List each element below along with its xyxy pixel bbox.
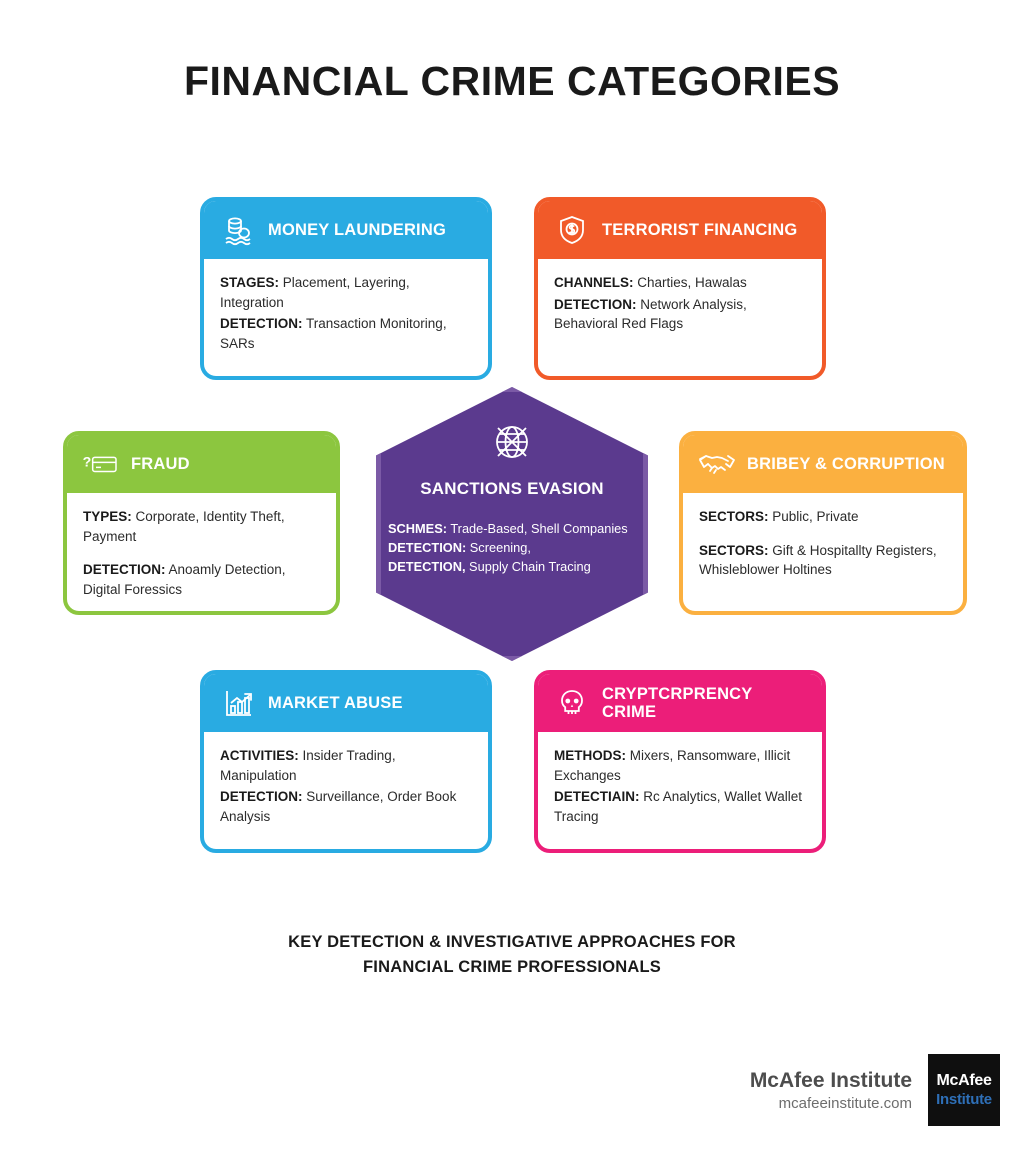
line-text: Mixers, Ransomware, Illicit Exchanges [554,748,791,783]
line-text: Surveillance, Order Book Analysis [220,789,457,824]
card-body-crypto [538,732,822,838]
card-line [699,507,947,527]
card-line [554,746,806,785]
line-label: SECTORS: [699,542,769,558]
line-label: TYPES: [83,509,132,524]
card-body-market-abuse [204,732,488,838]
card-heading: MARKET ABUSE [268,693,403,712]
line-text: Transaction Monitoring, SARs [220,316,447,351]
line-text: Corporate, Identity Theft, Payment [83,509,285,544]
card-body-bribery [683,493,963,592]
line-text: Placement, Layering, Integration [220,275,410,310]
card-line [388,557,636,576]
skull-icon [552,683,592,723]
card-money-laundering[interactable] [200,197,492,380]
line-text: Charties, Hawalas [633,275,747,290]
card-heading: BRIBEY & CORRUPTION [747,454,945,473]
card-line [554,787,806,826]
card-header-money-laundering [204,201,488,259]
card-cryptocurrency-crime[interactable] [534,670,826,853]
card-heading: TERRORIST FINANCING [602,220,798,239]
line-label: DETECTION, [388,559,466,575]
card-body-sanctions [376,519,648,577]
brand-name: McAfee Institute [749,1068,912,1092]
line-text: Rc Analytics, Wallet Wallet Tracing [554,789,803,824]
line-label: DETECTIAIN: [554,789,640,805]
line-label: DETECTION: [83,562,166,578]
card-bribery-corruption[interactable] [679,431,967,615]
svg-text:?: ? [82,454,92,471]
handshake-icon [697,444,737,484]
card-body-money-laundering [204,259,488,365]
brand-block [750,1054,1000,1126]
card-header-fraud [67,435,336,493]
line-text: Screening, [466,540,531,556]
card-line [83,507,320,546]
card-fraud[interactable] [63,431,340,615]
line-text: Anoamly Detection, Digital Foressics [83,562,286,597]
card-line [554,295,806,334]
card-terrorist-financing[interactable] [534,197,826,380]
card-heading: SANCTIONS EVASION [420,479,604,498]
card-header-bribery [683,435,963,493]
shield-dollar-icon [552,210,592,250]
line-label: SCHMES: [388,521,448,536]
line-text: Network Analysis, Behavioral Red Flags [554,296,747,332]
line-text: Insider Trading, Manipulation [220,748,396,783]
line-label: DETECTION: [220,789,303,805]
line-text: Public, Private [768,509,859,524]
line-label: DETECTION: [554,296,637,312]
card-line [699,541,947,580]
card-line [554,273,806,293]
card-line [388,538,636,557]
card-header-terrorist-financing [538,201,822,259]
line-text: Gift & Hospitallty Registers, Whisleblower Holtines [699,542,937,578]
line-text: Supply Chain Tracing [465,559,591,575]
card-header-crypto [538,674,822,732]
card-line [83,560,320,599]
line-label: DETECTION: [388,540,467,556]
card-header-market-abuse [204,674,488,732]
coins-stack-icon [218,210,258,250]
brand-url[interactable]: mcafeeinstitute.com [778,1095,912,1113]
brand-logo-line-2: Institute [936,1091,992,1108]
page-title: FINANCIAL CRIME CATEGORIES [183,58,841,104]
card-sanctions-evasion[interactable] [376,387,648,661]
footer-line-2: FINANCIAL CRIME PROFESSIONALS [363,957,661,976]
card-line [220,746,472,785]
card-line [220,273,472,312]
line-label: METHODS: [554,748,626,763]
card-line [388,519,636,538]
card-heading: MONEY LAUNDERING [268,220,446,239]
credit-card-question-icon [81,444,121,484]
card-body-terrorist-financing [538,259,822,346]
bar-chart-trend-icon [218,683,258,723]
footer-caption [0,930,1024,980]
card-heading: CRYPTCRPRENCY CRIME [602,684,753,721]
line-label: SECTORS: [699,509,769,524]
footer-line-1: KEY DETECTION & INVESTIGATIVE APPROACHES FOR [288,933,736,951]
line-label: ACTIVITIES: [220,748,299,763]
card-line [220,787,472,826]
brand-logo [928,1054,1000,1126]
line-label: CHANNELS: [554,275,634,290]
brand-logo-line-1: McAfee [936,1072,992,1089]
line-label: STAGES: [220,275,280,290]
card-line [220,314,472,353]
line-text: Trade-Based, Shell Companies [447,521,628,536]
card-heading: FRAUD [131,454,190,473]
card-body-fraud [67,493,336,611]
globe-blocked-icon [485,415,539,469]
card-market-abuse[interactable] [200,670,492,853]
line-label: DETECTION: [220,316,303,332]
